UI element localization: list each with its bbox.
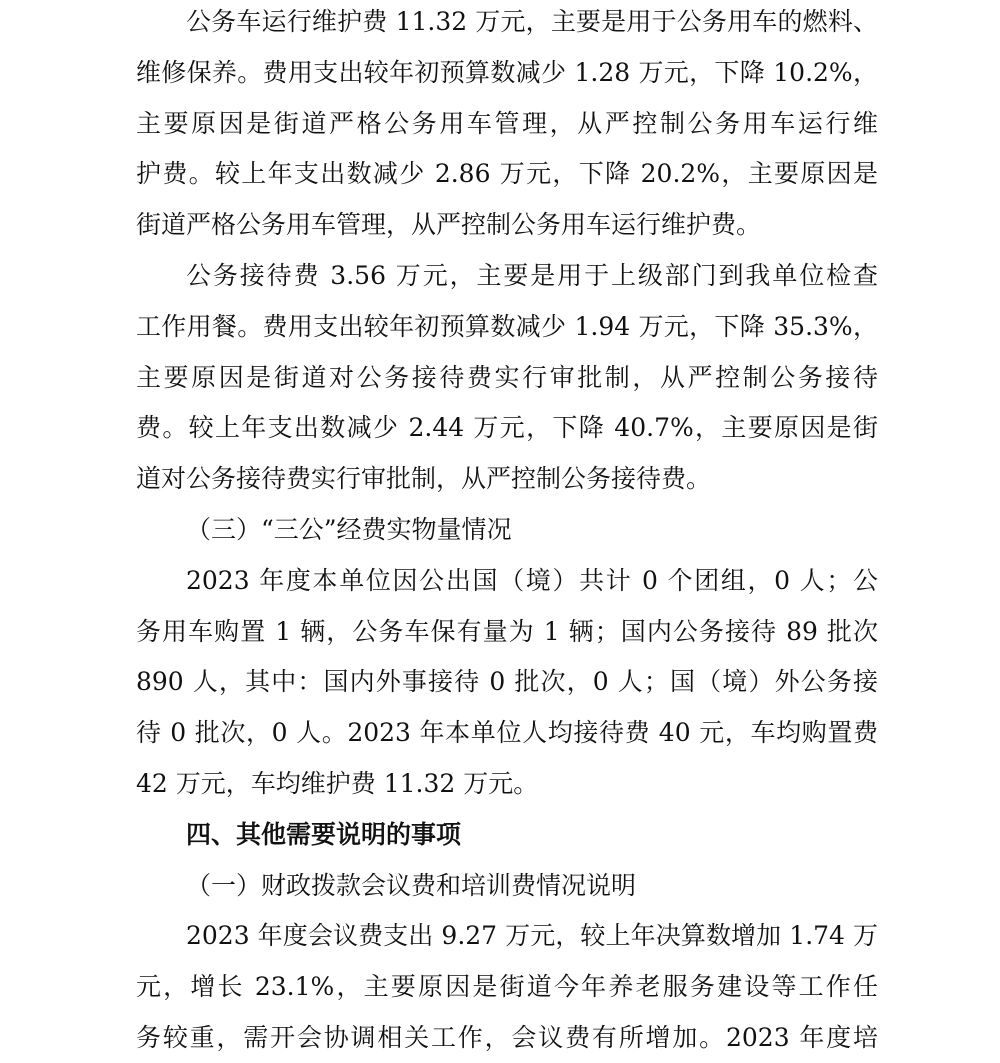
paragraph-line: 主要原因是街道对公务接待费实行审批制，从严控制公务接待 bbox=[136, 362, 878, 392]
paragraph-line: 工作用餐。费用支出较年初预算数减少 1.94 万元，下降 35.3%， bbox=[136, 311, 878, 341]
paragraph-line: 2023 年度本单位因公出国（境）共计 0 个团组，0 人；公 bbox=[186, 565, 878, 595]
paragraph-line: 主要原因是街道严格公务用车管理，从严控制公务用车运行维 bbox=[136, 108, 878, 138]
paragraph-line: 待 0 批次，0 人。2023 年本单位人均接待费 40 元，车均购置费 bbox=[136, 718, 878, 748]
paragraph-line: 护费。较上年支出数减少 2.86 万元，下降 20.2%，主要原因是 bbox=[136, 159, 878, 189]
paragraph-line: 公务接待费 3.56 万元，主要是用于上级部门到我单位检查 bbox=[186, 261, 878, 290]
paragraph-line: 维修保养。费用支出较年初预算数减少 1.28 万元，下降 10.2%， bbox=[136, 57, 878, 87]
paragraph-line: 42 万元，车均维护费 11.32 万元。 bbox=[136, 769, 539, 798]
paragraph-line: 道对公务接待费实行审批制，从严控制公务接待费。 bbox=[136, 464, 712, 494]
section-heading: 四、其他需要说明的事项 bbox=[186, 819, 462, 849]
paragraph-line: 890 人，其中：国内外事接待 0 批次，0 人；国（境）外公务接 bbox=[136, 667, 878, 697]
paragraph-line: 街道严格公务用车管理，从严控制公务用车运行维护费。 bbox=[136, 210, 762, 240]
subsection-heading: （一）财政拨款会议费和培训费情况说明 bbox=[186, 870, 637, 900]
subsection-heading: （三）“三公”经费实物量情况 bbox=[186, 515, 512, 544]
paragraph-line: 务用车购置 1 辆，公务车保有量为 1 辆；国内公务接待 89 批次 bbox=[136, 616, 878, 646]
paragraph-line: 务较重，需开会协调相关工作，会议费有所增加。2023 年度培 bbox=[136, 1023, 878, 1052]
paragraph-line: 元，增长 23.1%，主要原因是街道今年养老服务建设等工作任 bbox=[136, 972, 878, 1002]
paragraph-line: 费。较上年支出数减少 2.44 万元，下降 40.7%，主要原因是街 bbox=[136, 413, 878, 443]
paragraph-line: 2023 年度会议费支出 9.27 万元，较上年决算数增加 1.74 万 bbox=[186, 921, 878, 951]
paragraph-line: 公务车运行维护费 11.32 万元，主要是用于公务用车的燃料、 bbox=[186, 7, 878, 36]
